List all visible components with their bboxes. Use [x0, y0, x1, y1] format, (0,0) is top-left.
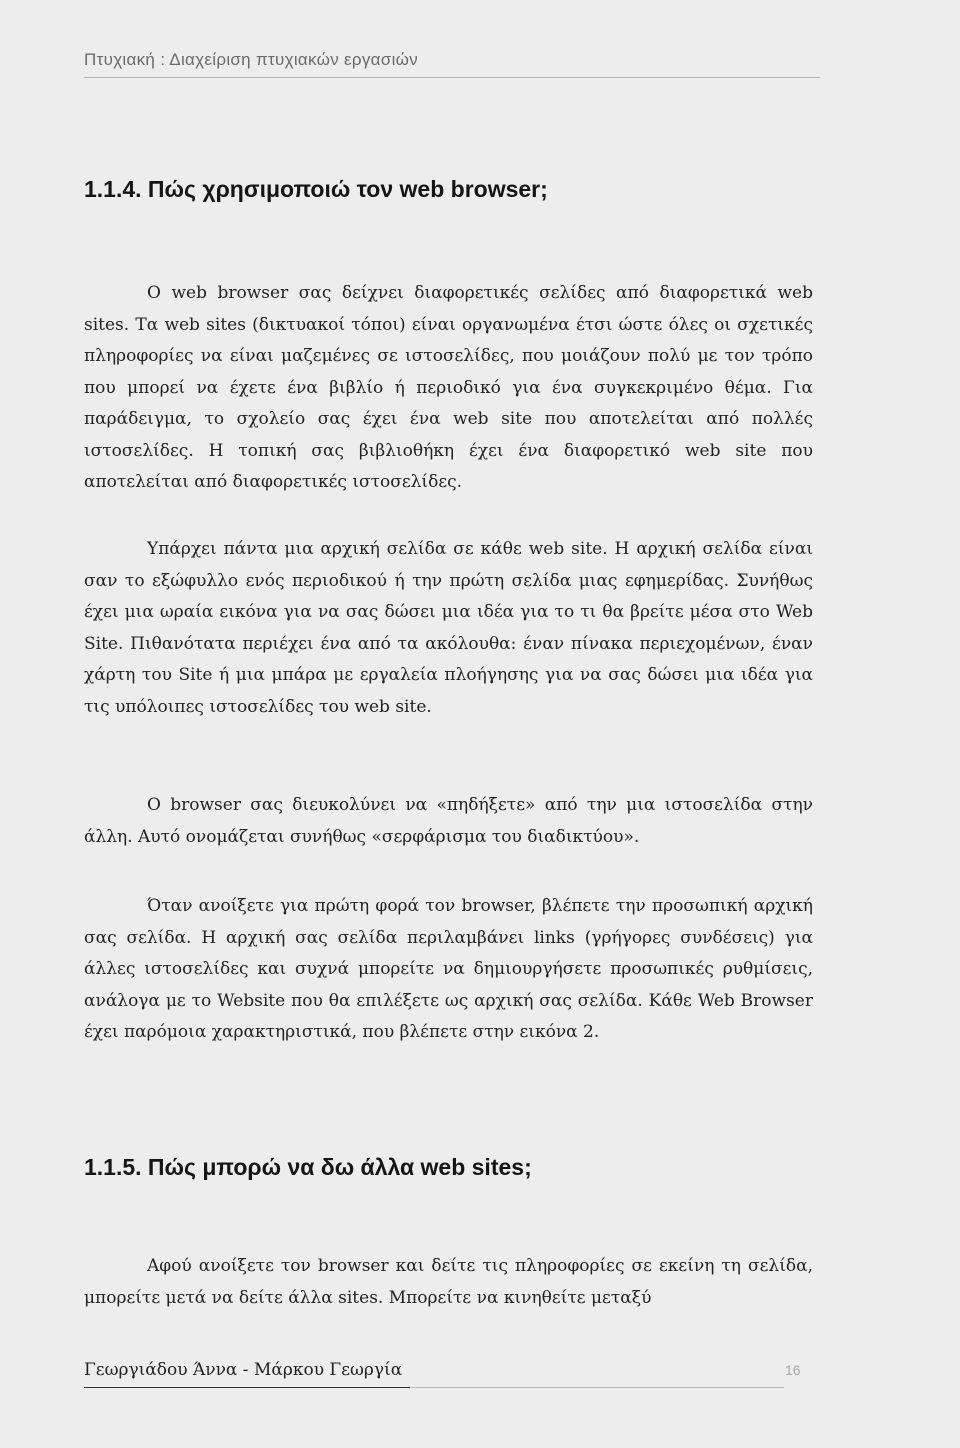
paragraph-personal-home-page: Όταν ανοίξετε για πρώτη φορά τον browser, βλέπετε την προσωπική αρχική σας σελίδα. Η αρχική σας σελίδα περιλαμβάνει links (γρήγορες συνδέσεις) για άλλες ιστοσελίδες και συχνά μπορείτε να δημιουργήσετε προσωπικές ρυθμίσεις, ανάλογα με το Website που θα επιλέξετε ως αρχική σας σελίδα. Κάθε Web Browser έχει παρόμοια χαρακτηριστικά, που βλέπετε στην εικόνα 2.: [84, 896, 813, 1042]
header-divider: [84, 77, 820, 78]
section-heading-1-1-4: 1.1.4. Πώς χρησιμοποιώ τον web browser;: [84, 176, 548, 202]
footer-authors: Γεωργιάδου Άννα - Μάρκου Γεωργία: [84, 1360, 403, 1380]
paragraph-home-page: Υπάρχει πάντα μια αρχική σελίδα σε κάθε web site. Η αρχική σελίδα είναι σαν το εξώφυλλο ενός περιοδικού ή την πρώτη σελίδα μιας εφημερίδας. Συνήθως έχει μια ωραία εικόνα για να σας δώσει μια ιδέα για το τι θα βρείτε μέσα στο Web Site. Πιθανότατα περιέχει ένα από τα ακόλουθα: έναν πίνακα περιεχομένων, έναν χάρτη του Site ή μια μπάρα με εργαλεία πλοήγησης για να σας δώσει μια ιδέα για τις υπόλοιπες ιστοσελίδες του web site.: [84, 539, 813, 717]
footer-divider: [410, 1387, 784, 1388]
page-number: 16: [785, 1362, 801, 1378]
footer-underline: [84, 1387, 410, 1388]
running-header: Πτυχιακή : Διαχείριση πτυχιακών εργασιών: [84, 50, 419, 69]
paragraph-web-sites: Ο web browser σας δείχνει διαφορετικές σελίδες από διαφορετικά web sites. Τα web sites (δικτυακοί τόποι) είναι οργανωμένα έτσι ώστε όλες οι σχετικές πληροφορίες να είναι μαζεμένες σε ιστοσελίδες, που μοιάζουν πολύ με τον τρόπο που μπορεί να έχετε ένα βιβλίο ή περιοδικό για ένα συγκεκριμένο θέμα. Για παράδειγμα, το σχολείο σας έχει ένα web site που αποτελείται από πολλές ιστοσελίδες. Η τοπική σας βιβλιοθήκη έχει ένα διαφορετικό web site που αποτελείται από διαφορετικές ιστοσελίδες.: [84, 283, 813, 492]
paragraph-surfing: Ο browser σας διευκολύνει να «πηδήξετε» από την μια ιστοσελίδα στην άλλη. Αυτό ονομάζεται συνήθως «σερφάρισμα του διαδικτύου».: [84, 795, 813, 847]
section-heading-1-1-5: 1.1.5. Πώς μπορώ να δω άλλα web sites;: [84, 1154, 532, 1180]
paragraph-other-sites: Αφού ανοίξετε τον browser και δείτε τις πληροφορίες σε εκείνη τη σελίδα, μπορείτε μετά να δείτε άλλα sites. Μπορείτε να κινηθείτε μεταξύ: [84, 1256, 813, 1308]
